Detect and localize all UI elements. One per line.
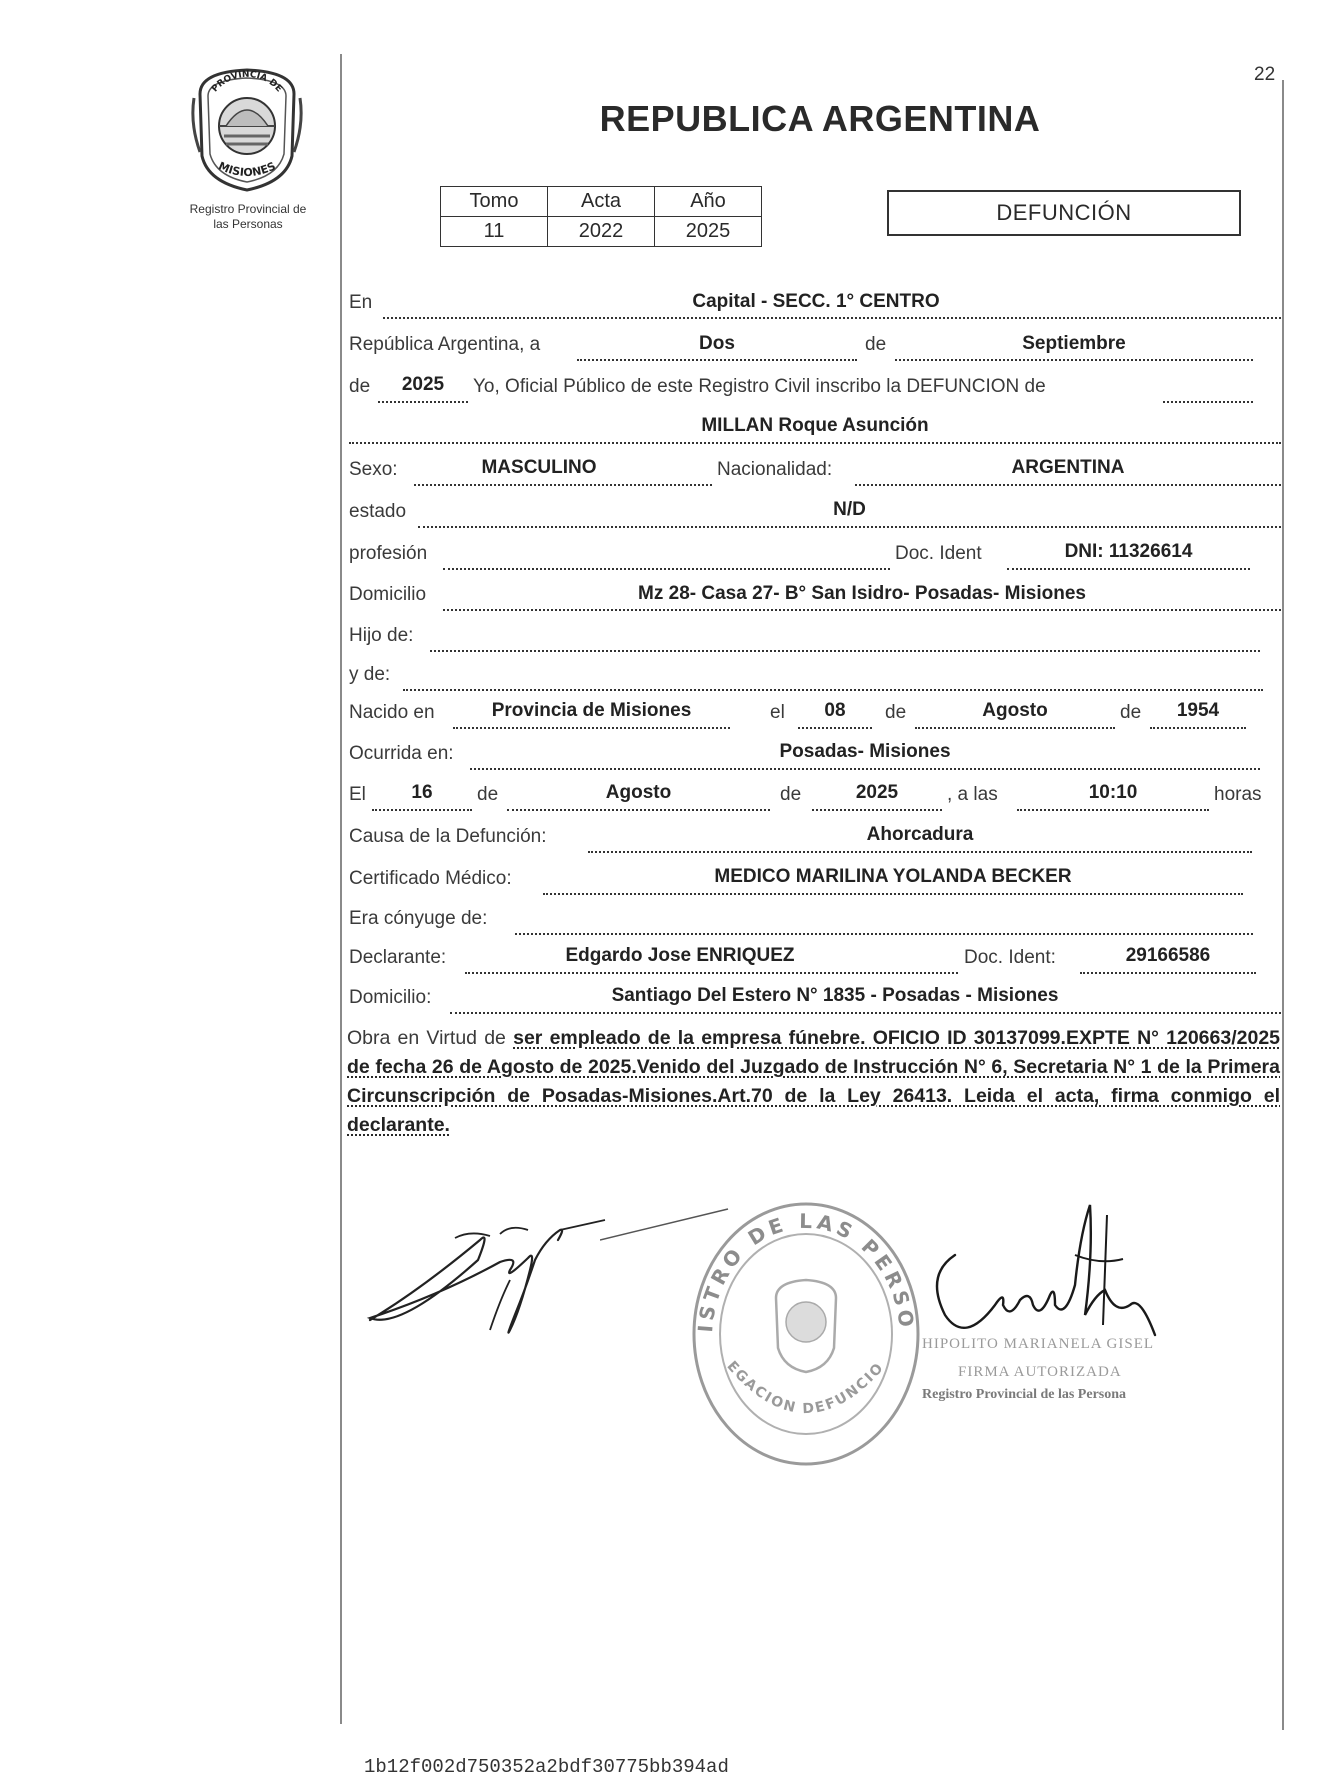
label-profesion: profesión xyxy=(349,543,428,564)
obra-en-virtud-paragraph xyxy=(347,1024,1280,1140)
line-estado xyxy=(418,525,1281,528)
label-horas: horas xyxy=(1214,784,1262,805)
registro-label-line1: Registro Provincial de xyxy=(189,202,307,216)
line-def-anio xyxy=(812,808,942,811)
line-nacionalidad xyxy=(855,483,1281,486)
tomo-value: 11 xyxy=(441,217,548,247)
label-de-nac-mes: de xyxy=(885,702,907,723)
value-mes: Septiembre xyxy=(1022,333,1126,354)
value-causa: Ahorcadura xyxy=(866,824,974,845)
registry-stamp xyxy=(688,1198,924,1470)
left-margin-line xyxy=(340,54,342,1724)
value-ocurrida-en: Posadas- Misiones xyxy=(779,741,951,762)
value-declarante: Edgardo Jose ENRIQUEZ xyxy=(565,945,795,966)
line-nac-anio xyxy=(1150,726,1246,729)
acta-header: Acta xyxy=(548,187,655,217)
line-declarante-domicilio xyxy=(450,1011,1281,1014)
label-declarante: Declarante: xyxy=(349,947,447,968)
line-conyuge xyxy=(515,932,1253,935)
value-nacionalidad: ARGENTINA xyxy=(1011,457,1125,478)
value-anio: 2025 xyxy=(401,374,445,395)
value-def-mes: Agosto xyxy=(605,782,672,803)
value-lugar: Capital - SECC. 1° CENTRO xyxy=(692,291,940,312)
line-dia xyxy=(577,358,857,361)
value-declarante-doc: 29166586 xyxy=(1125,945,1211,966)
label-domicilio: Domicilio xyxy=(349,584,427,605)
value-doc-ident: DNI: 11326614 xyxy=(1064,541,1193,562)
value-nac-anio: 1954 xyxy=(1176,700,1220,721)
label-ocurrida-en: Ocurrida en: xyxy=(349,743,454,764)
value-sexo: MASCULINO xyxy=(481,457,597,478)
record-type-box: DEFUNCIÓN xyxy=(887,190,1241,236)
value-certificado: MEDICO MARILINA YOLANDA BECKER xyxy=(714,866,1072,887)
declarante-signature xyxy=(360,1200,630,1350)
line-sexo xyxy=(414,483,712,486)
label-de-def-mes: de xyxy=(477,784,499,805)
line-causa xyxy=(588,850,1252,853)
label-republica: República Argentina, a xyxy=(349,334,541,355)
label-el: el xyxy=(770,702,785,723)
document-hash: 1b12f002d750352a2bdf30775bb394ad xyxy=(364,1756,729,1778)
firma-role: FIRMA AUTORIZADA xyxy=(958,1364,1122,1380)
line-ocurrida-en xyxy=(470,767,1260,770)
line-nombre xyxy=(349,441,1281,444)
value-declarante-domicilio: Santiago Del Estero N° 1835 - Posadas - Misiones xyxy=(611,985,1059,1006)
record-table-value-row xyxy=(441,217,762,247)
line-nacido-en xyxy=(453,726,730,729)
line-mes xyxy=(895,358,1253,361)
seal-bottom-text: MISIONES xyxy=(216,159,278,180)
record-number-table xyxy=(440,186,762,247)
page-title: REPUBLICA ARGENTINA xyxy=(599,98,1041,139)
label-certificado: Certificado Médico: xyxy=(349,868,512,889)
label-de-anio: de xyxy=(349,376,371,397)
label-sexo: Sexo: xyxy=(349,459,398,480)
right-margin-line xyxy=(1282,80,1284,1730)
line-certificado xyxy=(543,892,1243,895)
registro-label-line2: las Personas xyxy=(213,217,283,231)
line-def-mes xyxy=(507,808,770,811)
label-hijo-de: Hijo de: xyxy=(349,625,414,646)
anio-header: Año xyxy=(655,187,762,217)
line-domicilio xyxy=(443,608,1281,611)
label-estado: estado xyxy=(349,501,407,522)
label-de-mes: de xyxy=(865,334,887,355)
authorized-signature xyxy=(925,1195,1175,1355)
provincial-seal-logo xyxy=(188,64,306,192)
firma-name: HIPOLITO MARIANELA GISEL xyxy=(922,1336,1155,1352)
line-profesion xyxy=(443,567,890,570)
value-obra-en-virtud: ser empleado de la empresa fúnebre. OFICIO ID 30137099.EXPTE N° 120663/2025 de fecha 26 de Agosto de 2025.Venido del Juzgado de Instrucción N° 6, Secretaria N° 1 de la Primera Circunscripción de Posadas-Misiones.Art.70 de la Ley 26413. Leida el acta, firma conmigo el declarante. xyxy=(347,1027,1281,1136)
line-def-dia xyxy=(372,808,472,811)
value-def-hora: 10:10 xyxy=(1088,782,1138,803)
label-de-nac-anio: de xyxy=(1120,702,1142,723)
label-nacionalidad: Nacionalidad: xyxy=(717,459,833,480)
value-nacido-en: Provincia de Misiones xyxy=(491,700,692,721)
line-nombre-start xyxy=(1163,400,1253,403)
label-causa: Causa de la Defunción: xyxy=(349,826,547,847)
label-el-cap: El xyxy=(349,784,366,805)
label-doc-ident-declarante: Doc. Ident: xyxy=(964,947,1056,968)
value-estado: N/D xyxy=(833,499,866,520)
tomo-header: Tomo xyxy=(441,187,548,217)
value-domicilio: Mz 28- Casa 27- B° San Isidro- Posadas- Misiones xyxy=(638,583,1086,604)
label-yo-oficial: Yo, Oficial Público de este Registro Civil inscribo la DEFUNCION de xyxy=(473,376,1046,397)
line-y-de xyxy=(403,688,1263,691)
label-doc-ident: Doc. Ident xyxy=(895,543,982,564)
firma-org: Registro Provincial de las Persona xyxy=(922,1387,1127,1402)
label-conyuge: Era cónyuge de: xyxy=(349,908,488,929)
stamp-top-text: ISTRO DE LAS PERSO xyxy=(693,1208,920,1334)
line-nac-mes xyxy=(915,726,1115,729)
line-declarante-doc xyxy=(1080,971,1256,974)
record-table-header-row xyxy=(441,187,762,217)
value-def-dia: 16 xyxy=(411,782,433,803)
page-number: 22 xyxy=(1254,64,1276,85)
line-hijo-de xyxy=(430,649,1260,652)
value-nac-dia: 08 xyxy=(824,700,846,721)
value-dia: Dos xyxy=(699,333,735,354)
line-anio xyxy=(378,400,468,403)
line-doc-ident xyxy=(1007,567,1250,570)
value-nac-mes: Agosto xyxy=(982,700,1048,721)
line-def-hora xyxy=(1017,808,1209,811)
line-lugar xyxy=(383,316,1281,319)
label-en: En xyxy=(349,292,373,313)
line-nac-dia xyxy=(798,726,872,729)
label-nacido-en: Nacido en xyxy=(349,702,435,723)
line-declarante xyxy=(465,971,958,974)
seal-top-text: PROVINCIA DE xyxy=(210,69,284,95)
label-a-las: , a las xyxy=(947,784,998,805)
label-y-de: y de: xyxy=(349,664,391,685)
label-de-def-anio: de xyxy=(780,784,802,805)
stamp-bottom-text: EGACION DEFUNCIO xyxy=(723,1358,888,1418)
acta-value: 2022 xyxy=(548,217,655,247)
value-def-anio: 2025 xyxy=(855,782,899,803)
anio-value: 2025 xyxy=(655,217,762,247)
label-domicilio-declarante: Domicilio: xyxy=(349,987,432,1008)
label-obra-en-virtud: Obra en Virtud de xyxy=(347,1027,506,1049)
registro-label xyxy=(160,202,336,232)
value-nombre: MILLAN Roque Asunción xyxy=(701,415,929,436)
